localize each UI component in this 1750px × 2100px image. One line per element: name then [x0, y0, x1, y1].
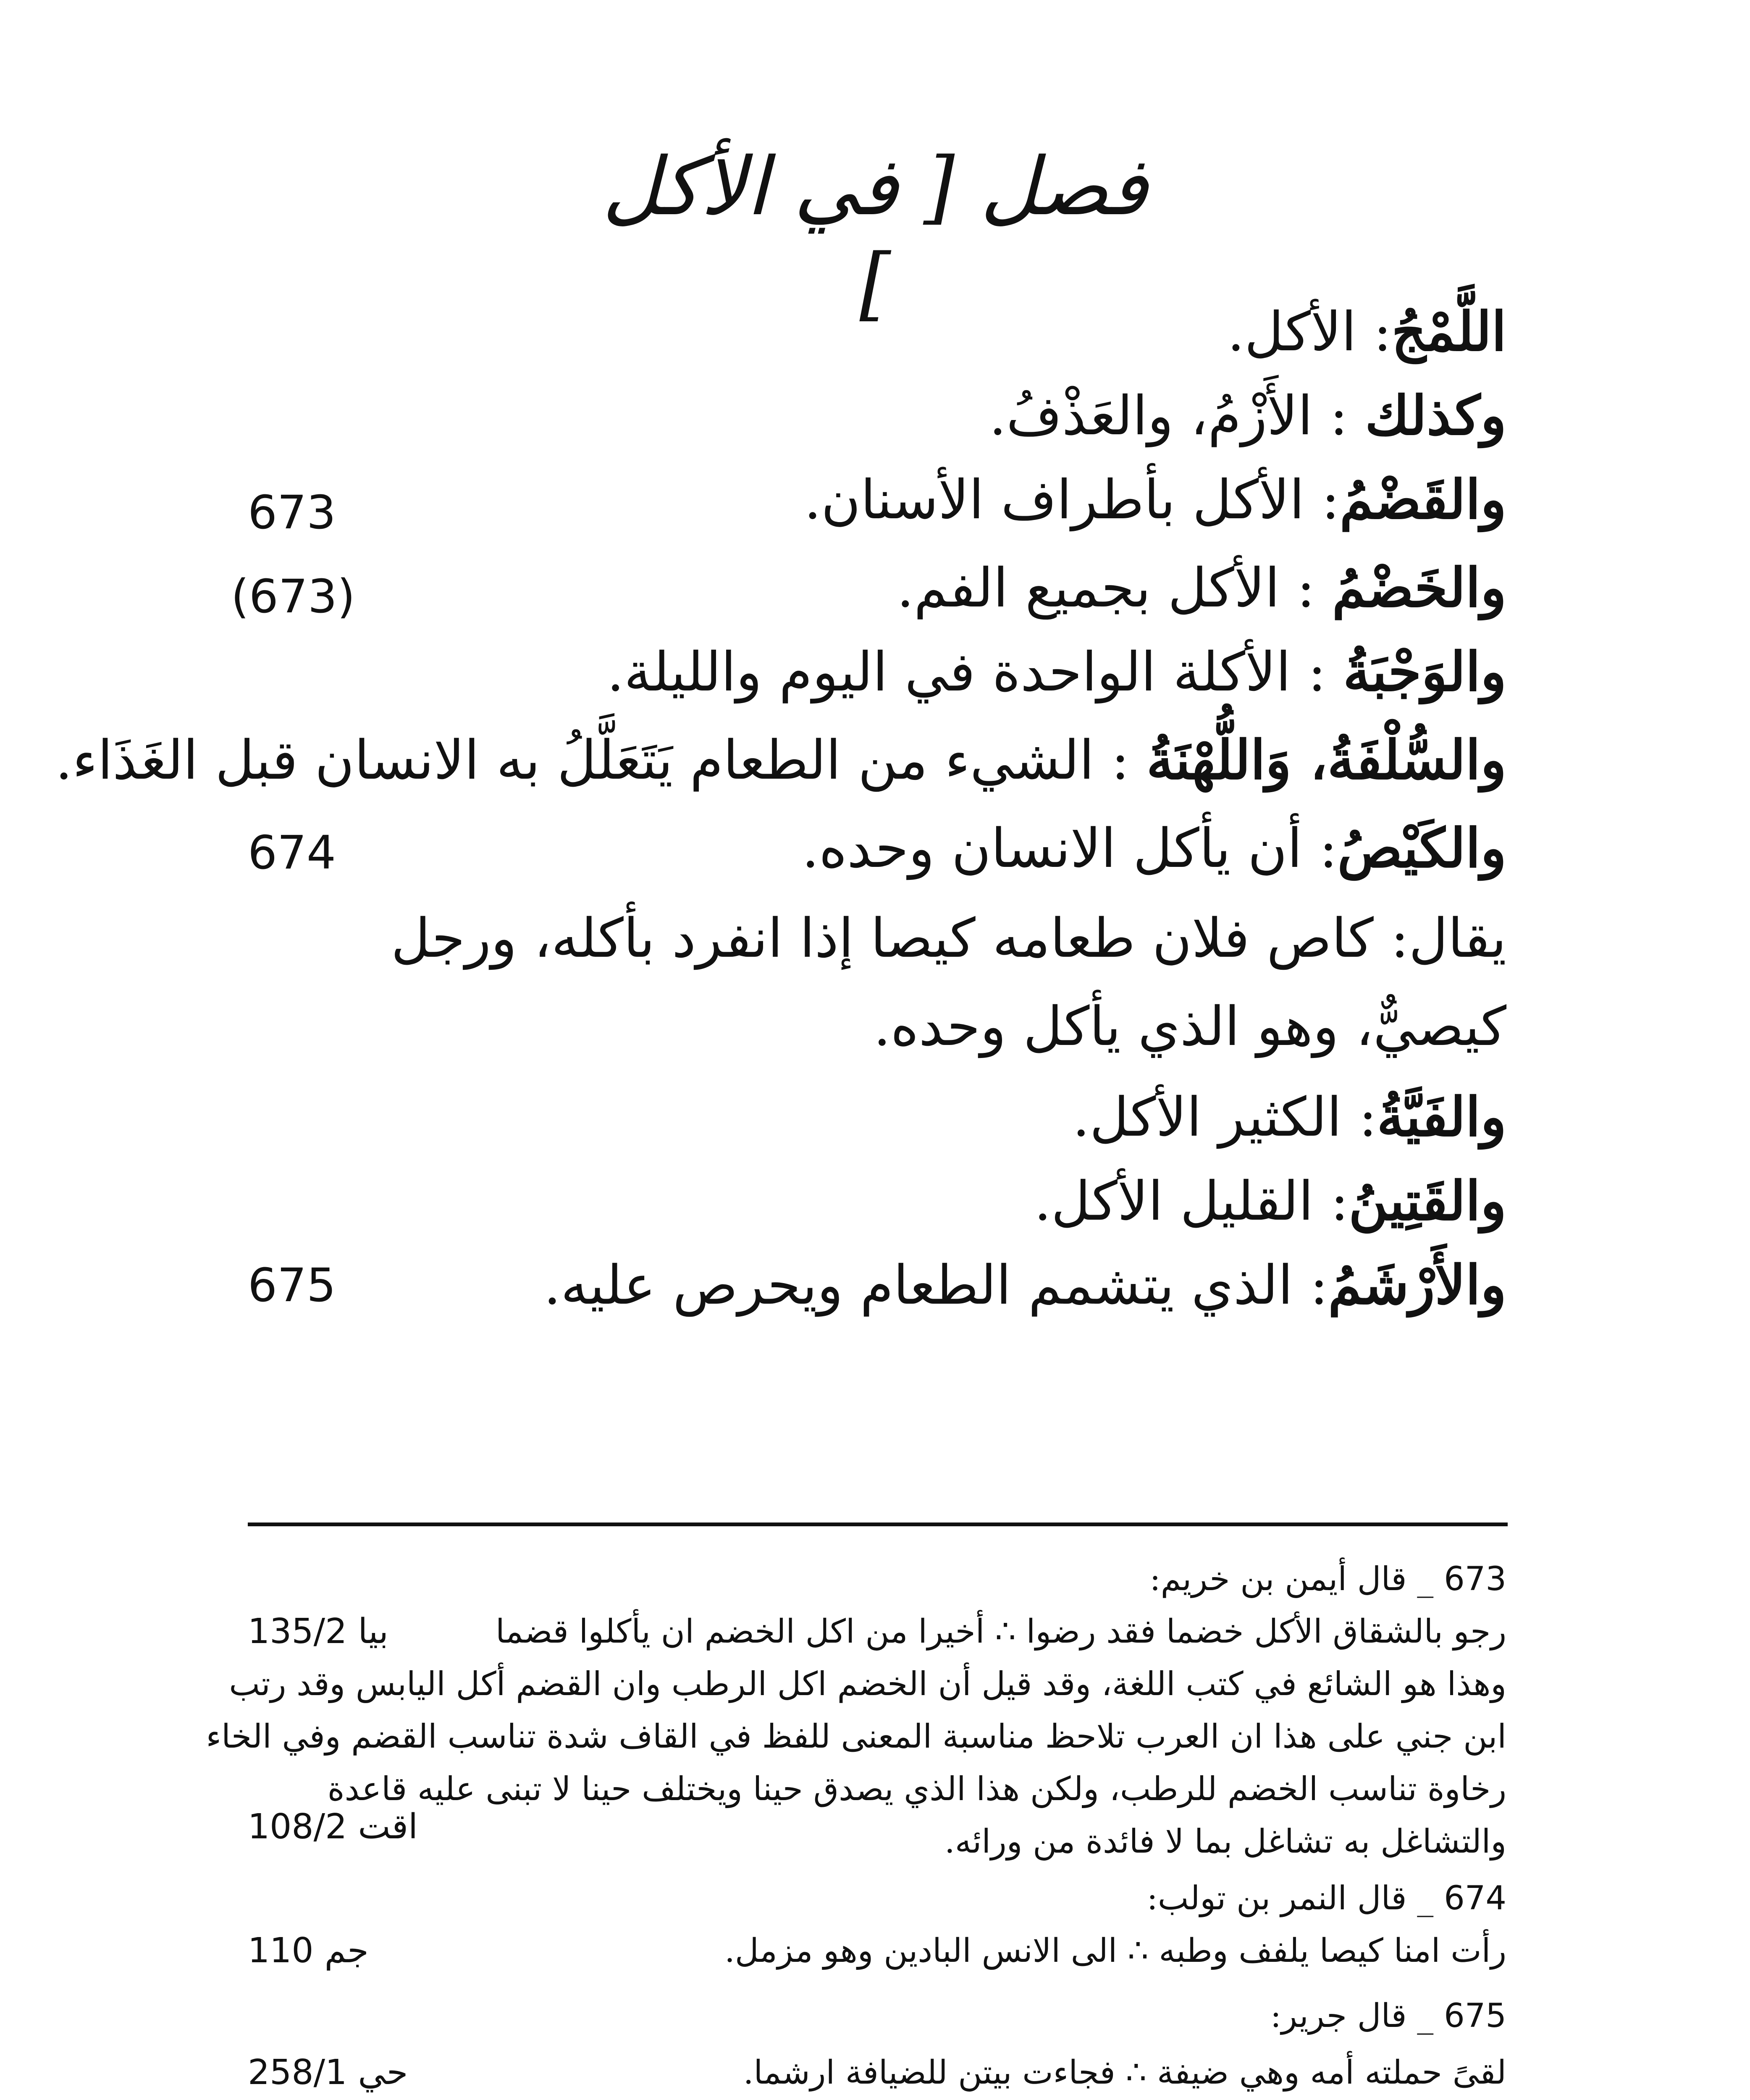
entry-separator: : [1304, 469, 1340, 531]
footnote-source: جم 110 [248, 1931, 369, 1971]
entry-separator: : [1094, 729, 1147, 792]
entry-row [420, 630, 1506, 714]
entry-row [420, 458, 1506, 542]
footnote-text: والتشاغل به تشاغل بما لا فائدة من ورائه. [945, 1823, 1506, 1861]
footnote-heading: 674 _ قال النمر بن تولب: [1147, 1880, 1506, 1917]
footnote-text: رأت امنا كيصا يلفف وطبه ∴ الى الانس البادين وهو مزمل. [724, 1932, 1506, 1970]
entry-row [420, 546, 1506, 630]
entry-definition: الشيء من الطعام يَتَعَلَّلُ به الانسان قبل الغَذَاء. [55, 729, 1094, 792]
footnote-number: 675 [1444, 1997, 1506, 2035]
footnote-text: وهذا هو الشائع في كتب اللغة، وقد قيل أن الخضم اكل الرطب وان القضم أكل اليابس وقد رتب [229, 1665, 1506, 1703]
footnote-line [248, 1764, 1506, 1814]
footnote-line [248, 2048, 1506, 2098]
entry-headword: وكذلك [1365, 384, 1506, 447]
entry-definition: يقال: كاص فلان طعامه كيصا إذا انفرد بأكله، ورجل كيصيٌّ، وهو الذي يأكل وحده. [391, 907, 1506, 1058]
entry-headword: والقَضْمُ [1339, 468, 1506, 531]
footnote-heading-text: قال جرير: [1270, 1997, 1407, 2035]
entry-reference-number: 674 [248, 826, 336, 879]
footnote-text: ابن جني على هذا ان العرب تلاحظ مناسبة المعنى للفظ في القاف شدة تناسب القضم وفي الخاء [206, 1718, 1506, 1756]
section-title: فصل [ في الأكل ] [602, 140, 1148, 330]
footnote-number: 674 [1444, 1880, 1506, 1917]
footnote-text: رجو بالشقاق الأكل خضما فقد رضوا ∴ أخيرا من اكل الخضم ان يأكلوا قضما [496, 1613, 1506, 1651]
entry-headword: والأَرْشَمُ [1328, 1254, 1506, 1317]
entry-separator: : [1280, 557, 1332, 620]
footnote-source: حي 258/1 [248, 2053, 408, 2092]
entry-separator: : [1313, 1170, 1349, 1233]
footnote-number: 673 [1444, 1560, 1506, 1598]
entry-headword: والفَيَّةُ [1377, 1086, 1506, 1149]
footnote-source: اقت 108/2 [248, 1807, 418, 1847]
entry-definition: أن يأكل الانسان وحده. [802, 817, 1302, 880]
entry-row [420, 290, 1506, 374]
entry-separator: : [1312, 385, 1365, 447]
entry-headword: والقَتِينُ [1349, 1170, 1506, 1233]
entry-separator: : [1356, 301, 1392, 363]
entry-reference-number: 673 [248, 486, 336, 539]
entry-reference-number: (673) [231, 570, 355, 623]
entry-definition: الأكل بجميع الفم. [897, 557, 1280, 620]
footnote-line [248, 1926, 1506, 1976]
entry-definition: القليل الأكل. [1034, 1170, 1314, 1233]
footnote-source: بيا 135/2 [248, 1612, 388, 1651]
entry-separator: : [1291, 641, 1343, 704]
entry-row [55, 718, 1506, 802]
footnote-heading-text: قال أيمن بن خريم: [1149, 1560, 1407, 1598]
footnote-text: لقىً حملته أمه وهي ضيفة ∴ فجاءت بيتن للضيافة ارشما. [743, 2054, 1506, 2092]
footnote-divider [248, 1522, 1508, 1526]
entry-headword: والوَجْبَةُ [1343, 640, 1506, 704]
entry-row [420, 374, 1506, 458]
footnote-heading-text: قال النمر بن تولب: [1147, 1880, 1407, 1917]
entry-separator: : [1293, 1254, 1328, 1317]
footnote-line [229, 1659, 1506, 1709]
entry-row [420, 1243, 1506, 1327]
footnote-heading: 673 _ قال أيمن بن خريم: [1149, 1560, 1506, 1598]
entry-definition: الأكلة الواحدة في اليوم والليلة. [607, 641, 1291, 704]
entry-headword: والخَضْمُ [1332, 556, 1506, 620]
footnote-heading: 675 _ قال جرير: [1270, 1997, 1506, 2035]
entry-definition: الأَزْمُ، والعَذْفُ. [989, 385, 1313, 447]
entry-definition: الكثير الأكل. [1072, 1086, 1342, 1149]
entry-definition: الذي يتشمم الطعام ويحرص عليه. [543, 1254, 1293, 1317]
entry-definition: الأكل بأطراف الأسنان. [804, 469, 1304, 531]
entry-headword: والسُّلْفَةُ، وَاللُّهْنَةُ [1146, 729, 1506, 792]
entry-paragraph [344, 895, 1506, 1071]
footnote-line [248, 1816, 1506, 1867]
footnote-line [248, 1606, 1506, 1657]
entry-row [420, 806, 1506, 890]
entry-separator: : [1302, 817, 1338, 880]
entry-separator: : [1341, 1086, 1377, 1149]
footnote-text: رخاوة تناسب الخضم للرطب، ولكن هذا الذي يصدق حينا ويختلف حينا لا تبنى عليه قاعدة [327, 1770, 1506, 1808]
entry-row [420, 1159, 1506, 1243]
entry-reference-number: 675 [248, 1258, 336, 1312]
entry-headword: والكَيْصُ [1337, 817, 1506, 880]
entry-headword: اللَّمْجُ [1391, 300, 1506, 363]
entry-definition: الأكل. [1227, 301, 1356, 363]
footnote-line [206, 1712, 1506, 1762]
entry-row [420, 1075, 1506, 1159]
